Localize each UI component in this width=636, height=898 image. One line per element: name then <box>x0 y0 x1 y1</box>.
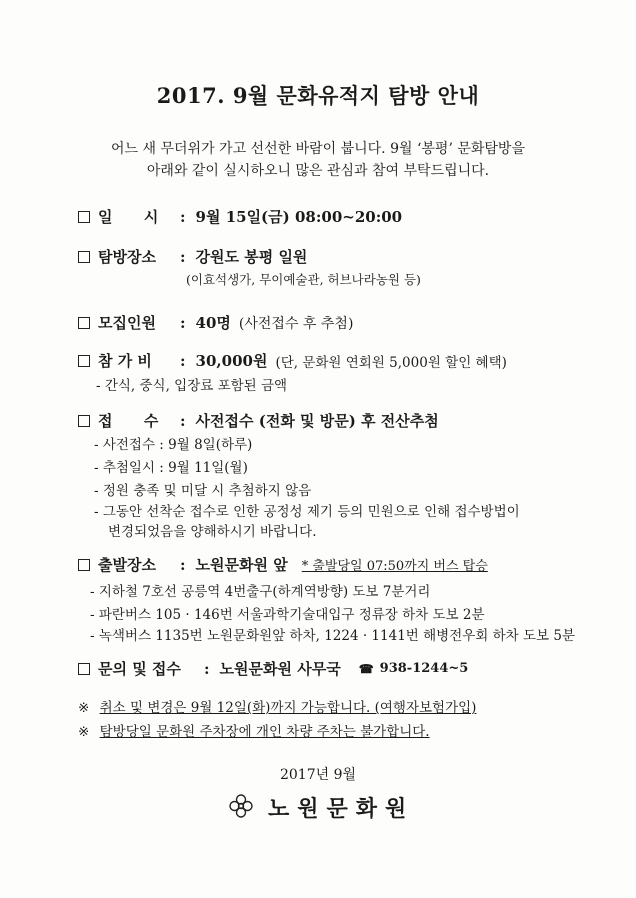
fee-label: 참 가 비 <box>98 352 152 370</box>
departure-item: - 녹색버스 1135번 노원문화원앞 하차, 1224 · 1141번 해병전우회 하차 도보 5분 <box>90 628 575 644</box>
receipt-label: 접 수 <box>98 412 159 430</box>
intro-line-1: 어느 새 무더위가 가고 선선한 바람이 붑니다. 9월 ‘봉평’ 문화탐방을 <box>111 141 525 157</box>
receipt-section <box>78 410 439 431</box>
contact-value: 노원문화원 사무국 <box>219 660 341 678</box>
place-label: 탐방장소 <box>98 248 156 266</box>
colon: : <box>180 411 186 430</box>
fee-value: 30,000원 <box>195 352 268 370</box>
footer-date: 2017년 9월 <box>279 767 357 783</box>
fee-detail: - 간식, 중식, 입장료 포함된 금액 <box>96 378 288 394</box>
fee-section <box>78 350 507 371</box>
receipt-item: - 추첨일시 : 9월 11일(월) <box>94 460 248 476</box>
departure-label: 출발장소 <box>98 556 156 574</box>
contact-label: 문의 및 접수 <box>98 660 181 678</box>
departure-value: 노원문화원 앞 <box>195 556 288 574</box>
flower-logo-icon <box>228 793 254 823</box>
colon: : <box>180 313 186 332</box>
organization <box>228 792 414 823</box>
contact-section <box>78 658 468 679</box>
notice-text: 취소 및 변경은 9월 12일(화)까지 가능합니다. (여행자보험가입) <box>99 700 477 716</box>
fee-note: (단, 문화원 연회원 5,000원 할인 혜택) <box>275 354 507 371</box>
tel-number: 938-1244~5 <box>379 661 469 676</box>
receipt-item: - 그동안 선착순 접수로 인한 공정성 제기 등의 민원으로 인해 접수방법이 <box>94 504 520 520</box>
recruit-value: 40명 <box>195 314 231 332</box>
checkbox-icon <box>78 251 90 263</box>
colon: : <box>180 207 186 226</box>
colon: : <box>204 659 210 678</box>
notice-item <box>78 696 476 716</box>
receipt-value: 사전접수 (전화 및 방문) 후 전산추첨 <box>195 412 439 430</box>
checkbox-icon <box>78 415 90 427</box>
departure-item: - 파란버스 105 · 146번 서울과학기술대입구 정류장 하차 도보 2분 <box>90 607 485 623</box>
recruit-section <box>78 312 353 333</box>
receipt-item: - 정원 충족 및 미달 시 추첨하지 않음 <box>94 483 312 499</box>
place-detail: (이효석생가, 무이예술관, 허브나라농원 등) <box>186 272 421 287</box>
organization-name: 노원문화원 <box>268 796 415 822</box>
notice-mark: ※ <box>78 700 90 716</box>
receipt-item: - 사전접수 : 9월 8일(하루) <box>94 437 253 453</box>
contact-tel <box>359 661 469 676</box>
checkbox-icon <box>78 211 90 223</box>
recruit-note: (사전접수 후 추첨) <box>238 315 354 332</box>
notice-text: 탐방당일 문화원 주차장에 개인 차량 주차는 불가합니다. <box>99 724 430 740</box>
checkbox-icon <box>78 663 90 675</box>
checkbox-icon <box>78 317 90 329</box>
page-title: 2017. 9월 문화유적지 탐방 안내 <box>156 83 480 108</box>
intro-line-2: 아래와 같이 실시하오니 많은 관심과 참여 부탁드립니다. <box>146 163 490 179</box>
departure-note: * 출발당일 07:50까지 버스 탑승 <box>301 559 488 574</box>
departure-section <box>78 554 488 575</box>
place-section <box>78 246 307 267</box>
notice-mark: ※ <box>78 724 90 740</box>
telephone-icon: ☎ <box>358 661 374 676</box>
receipt-item: 변경되었음을 양해하시기 바랍니다. <box>108 524 317 540</box>
colon: : <box>180 351 186 370</box>
date-section <box>78 206 402 227</box>
date-label: 일 시 <box>98 208 159 226</box>
checkbox-icon <box>78 559 90 571</box>
departure-item: - 지하철 7호선 공릉역 4번출구(하계역방향) 도보 7분거리 <box>90 584 431 600</box>
date-value: 9월 15일(금) 08:00~20:00 <box>195 208 403 226</box>
recruit-label: 모집인원 <box>98 314 156 332</box>
colon: : <box>180 247 186 266</box>
colon: : <box>180 555 186 574</box>
place-value: 강원도 봉평 일원 <box>195 248 308 266</box>
checkbox-icon <box>78 355 90 367</box>
notice-item <box>78 720 430 740</box>
